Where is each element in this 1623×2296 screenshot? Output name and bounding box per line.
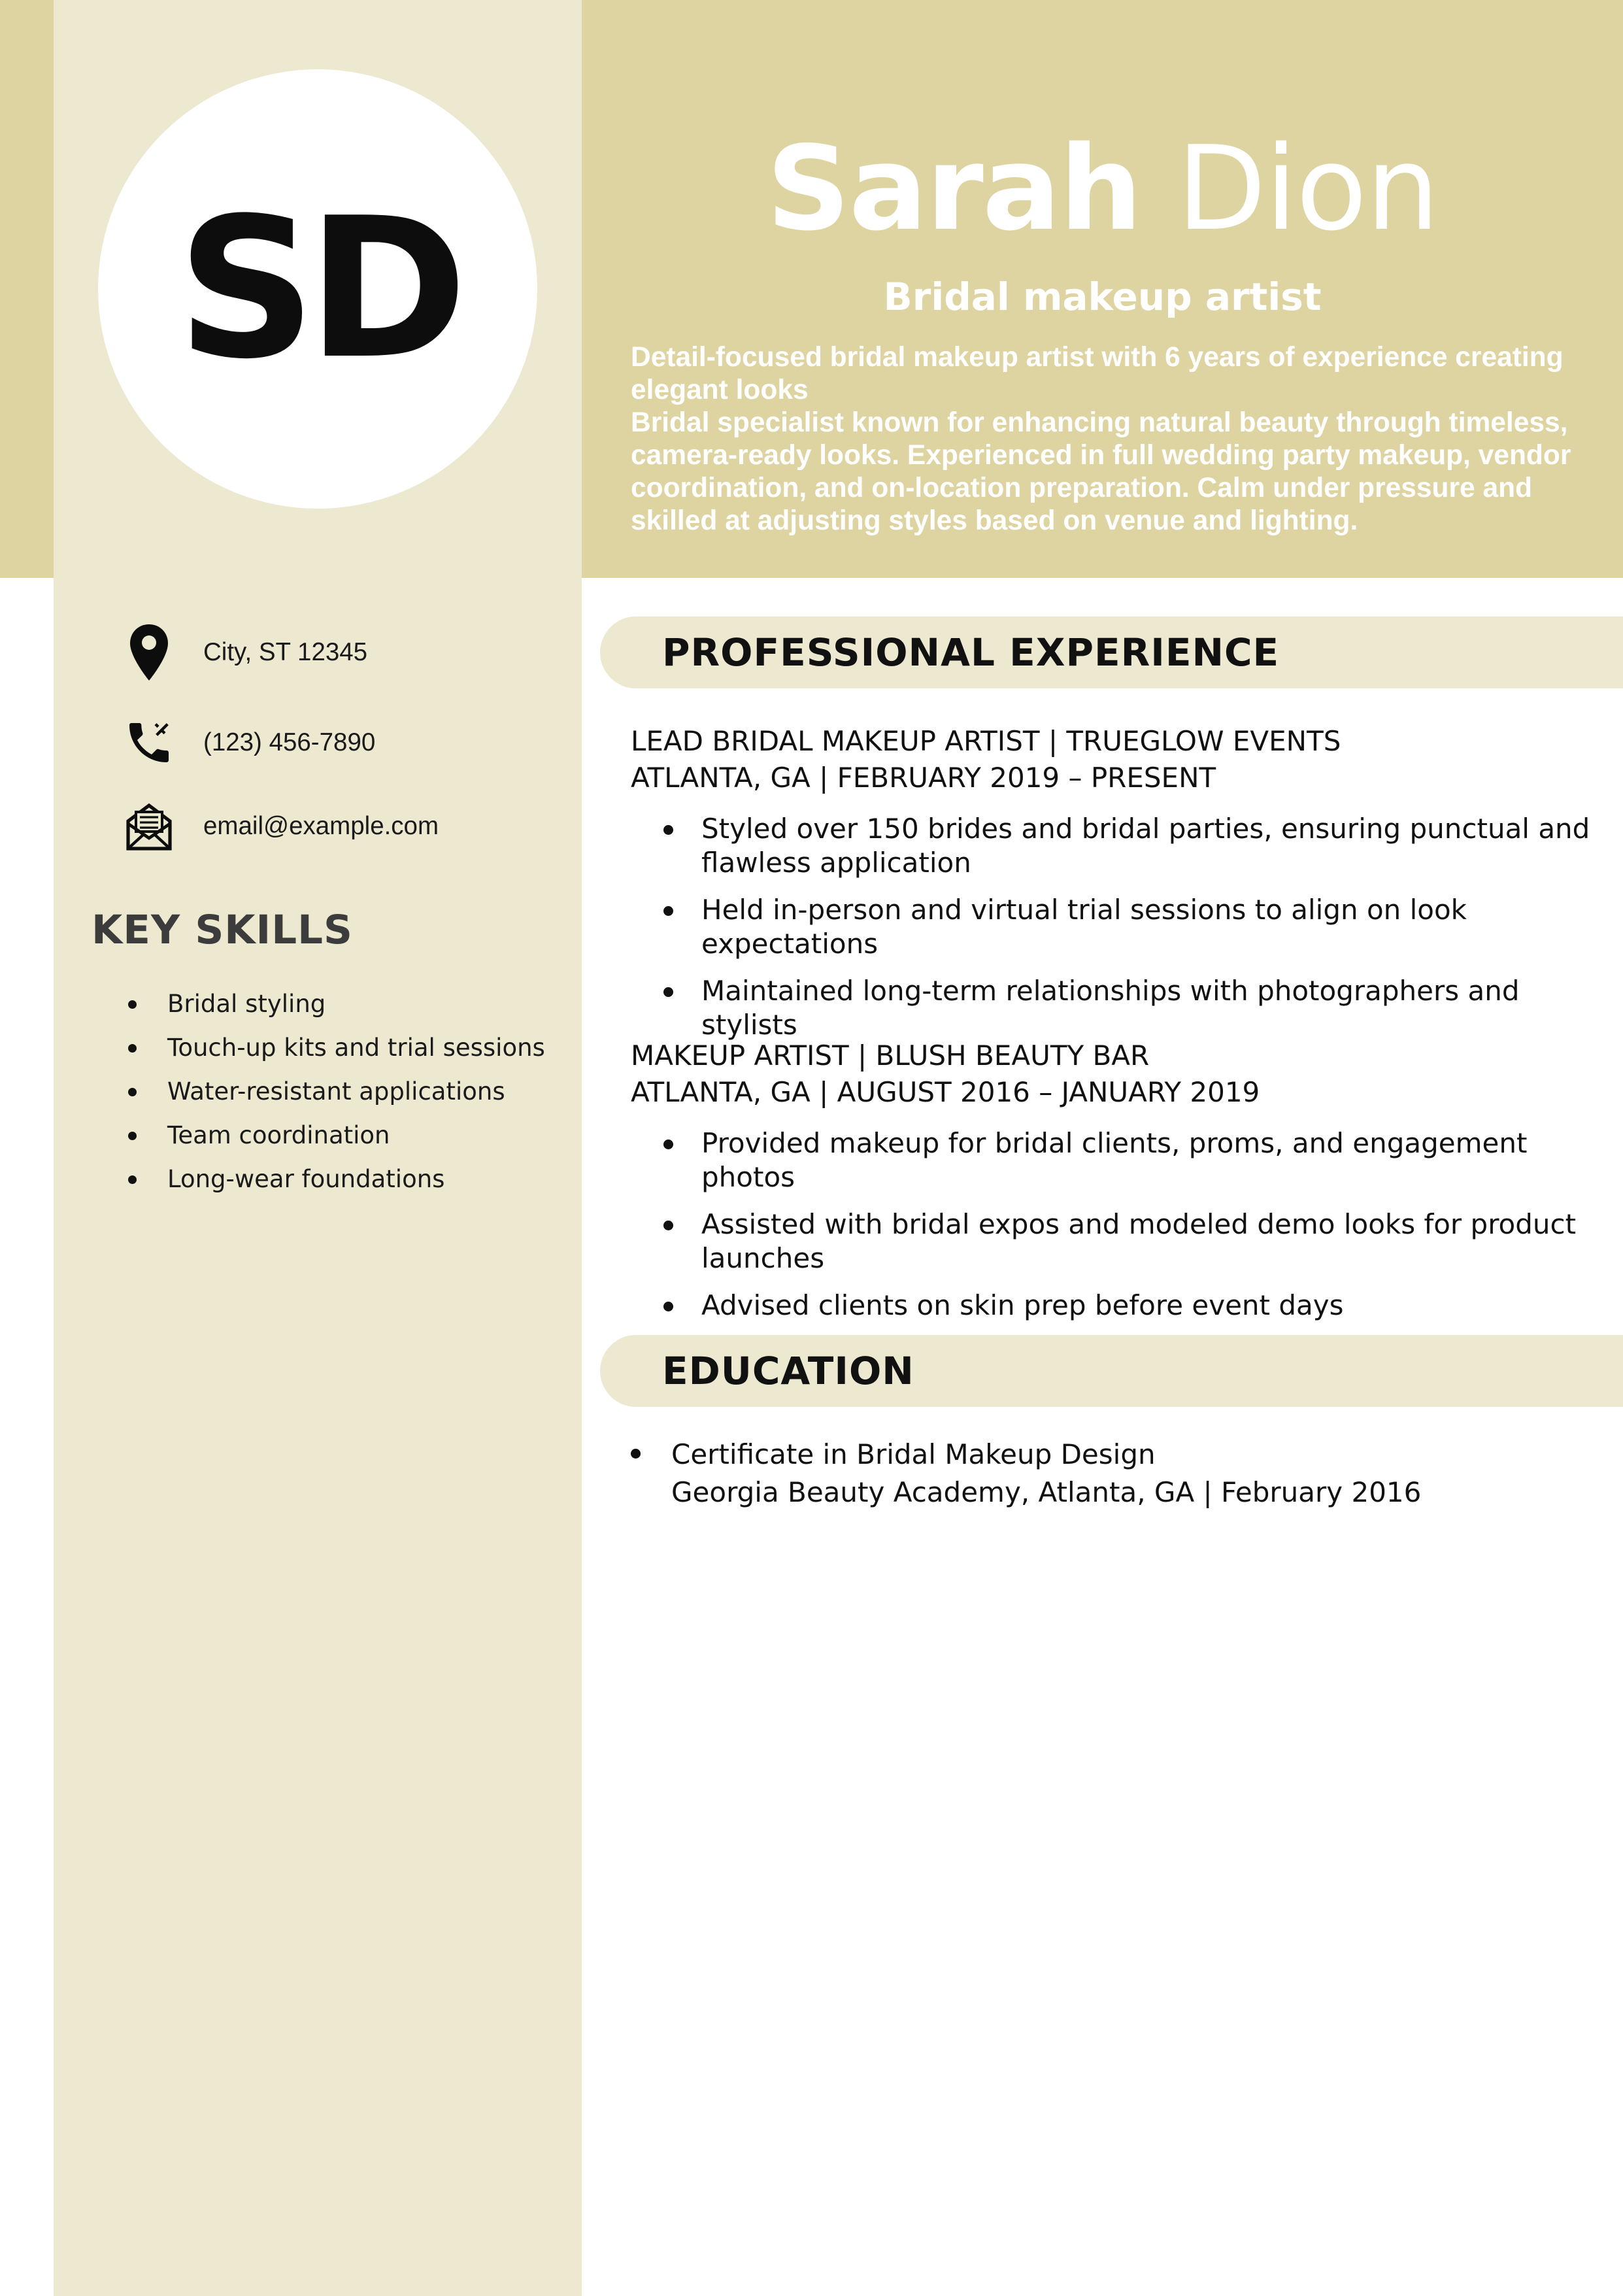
education-school: Georgia Beauty Academy, Atlanta, GA | February 2016 — [671, 1476, 1422, 1508]
job-bullets — [631, 1126, 1611, 1323]
skills-heading: KEY SKILLS — [92, 907, 353, 953]
summary-line: Bridal specialist known for enhancing natural beauty through timeless, camera-ready looks. Experienced in full wedding party makeup, vendor coordination, and on-location preparation. Calm under pressure and skilled at adjusting styles based on venue and lighting. — [631, 407, 1571, 536]
envelope-icon — [121, 798, 177, 854]
address-text: City, ST 12345 — [203, 638, 368, 666]
skill-item: Bridal styling — [128, 984, 545, 1028]
candidate-name — [582, 121, 1623, 256]
skill-item: Water-resistant applications — [128, 1072, 545, 1115]
skill-item: Long-wear foundations — [128, 1159, 545, 1203]
contact-address — [121, 626, 565, 679]
skill-item: Touch-up kits and trial sessions — [128, 1028, 545, 1072]
education-degree: Certificate in Bridal Makeup Design — [671, 1438, 1156, 1470]
contact-phone — [121, 717, 565, 769]
job-entry — [631, 1038, 1611, 1336]
experience-heading: PROFESSIONAL EXPERIENCE — [662, 630, 1280, 675]
job-bullet: Styled over 150 brides and bridal parties, ensuring punctual and flawless application — [631, 812, 1611, 880]
job-meta: ATLANTA, GA | FEBRUARY 2019 – PRESENT — [631, 762, 1216, 794]
job-bullet: Held in-person and virtual trial sessions to align on look expectations — [631, 893, 1611, 961]
monogram-initials: SD — [176, 176, 459, 401]
skills-list — [128, 984, 545, 1203]
job-meta: ATLANTA, GA | AUGUST 2016 – JANUARY 2019 — [631, 1076, 1260, 1108]
last-name: Dion — [1177, 121, 1439, 256]
summary-line: Detail-focused bridal makeup artist with 6 years of experience creating elegant looks — [631, 342, 1564, 405]
monogram-circle — [98, 69, 537, 509]
first-name: Sarah — [766, 121, 1141, 256]
job-bullets — [631, 812, 1611, 1042]
job-title: MAKEUP ARTIST | BLUSH BEAUTY BAR — [631, 1039, 1150, 1072]
job-bullet: Assisted with bridal expos and modeled demo looks for product launches — [631, 1207, 1611, 1275]
job-title: LEAD BRIDAL MAKEUP ARTIST | TRUEGLOW EVENTS — [631, 725, 1341, 757]
phone-text: (123) 456-7890 — [203, 728, 376, 756]
summary — [631, 341, 1592, 537]
experience-section-header — [600, 616, 1623, 688]
job-bullet: Maintained long-term relationships with photographers and stylists — [631, 974, 1611, 1042]
education-section-header — [600, 1335, 1623, 1407]
job-title: Bridal makeup artist — [883, 275, 1322, 319]
contact-email — [121, 800, 565, 853]
education-bullet — [631, 1449, 641, 1459]
email-text: email@example.com — [203, 812, 439, 840]
education-heading: EDUCATION — [662, 1349, 914, 1393]
location-pin-icon — [121, 624, 177, 681]
education-entry — [631, 1436, 1611, 1511]
job-bullet: Advised clients on skin prep before event days — [631, 1289, 1611, 1323]
job-entry — [631, 723, 1611, 1055]
job-bullet: Provided makeup for bridal clients, proms, and engagement photos — [631, 1126, 1611, 1194]
phone-icon — [121, 715, 177, 771]
skill-item: Team coordination — [128, 1115, 545, 1159]
